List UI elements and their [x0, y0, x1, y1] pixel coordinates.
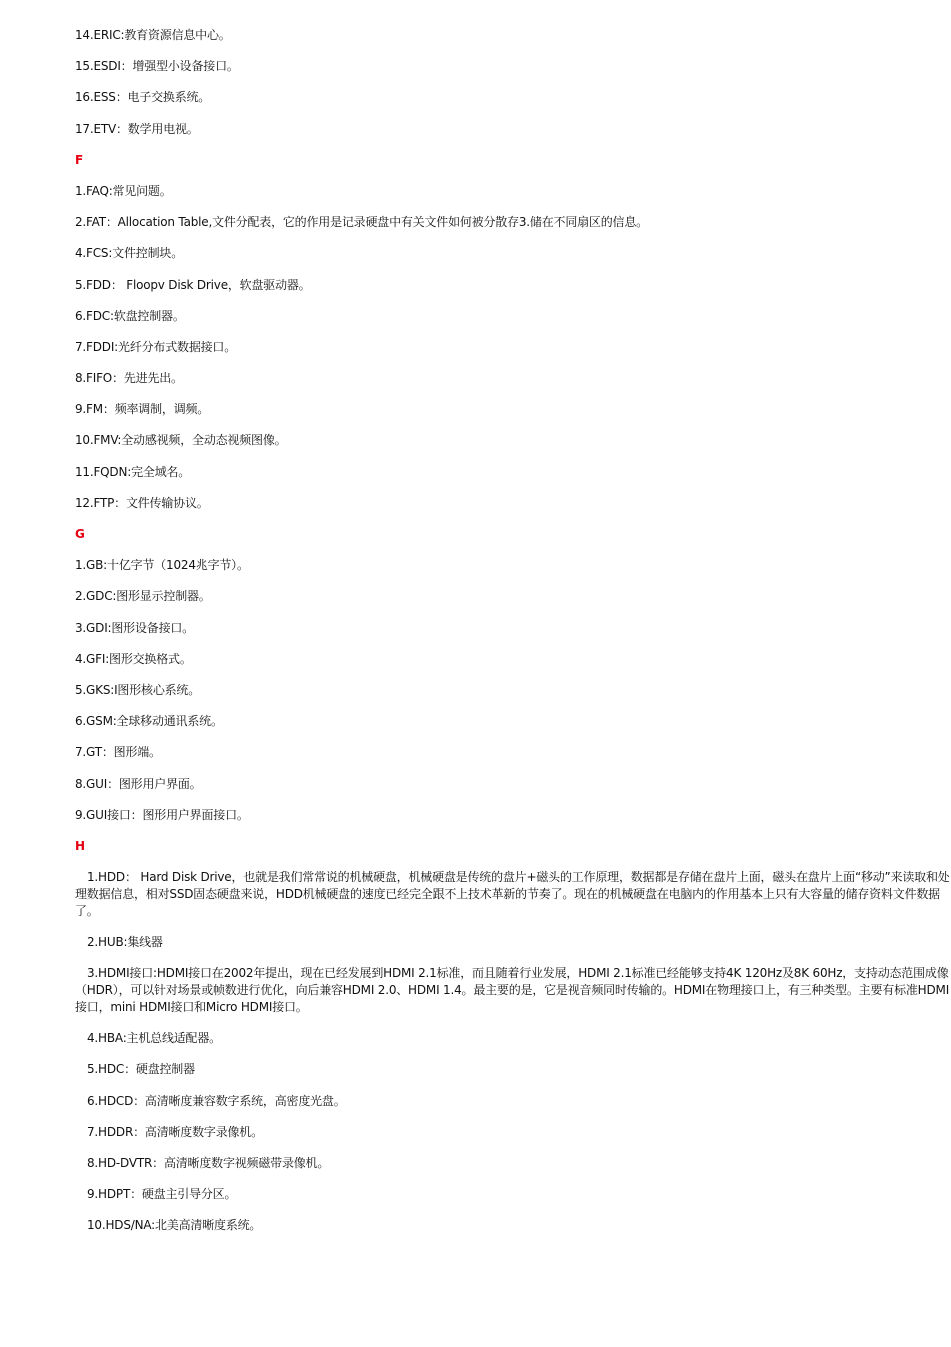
list-item: 6.FDC:软盘控制器。 — [75, 308, 185, 323]
list-item: 9.FM：频率调制，调频。 — [75, 402, 210, 417]
list-item: 8.GUI：图形用户界面。 — [75, 776, 202, 791]
list-item: 9.GUI接口：图形用户界面接口。 — [75, 807, 249, 822]
list-item: 5.GKS:I图形核心系统。 — [75, 682, 201, 697]
list-item: 4.GFI:图形交换格式。 — [75, 651, 192, 666]
section-heading-f: F — [75, 152, 83, 167]
paragraph-hdd: 1.HDD： Hard Disk Drive，也就是我们常常说的机械硬盘，机械硬盘是传统的盘片+磁头的工作原理，数据都是存储在盘片上面，磁头在盘片上面“移动”来读取和处理数据信息，相对SSD固态硬盘来说，HDD机械硬盘的速度已经完全跟不上技术革新的节奏了。现在的机械硬盘在电脑内的作用基本上只有大容量的储存资料文件数据了。 — [75, 870, 950, 919]
list-item: 11.FQDN:完全域名。 — [75, 464, 191, 479]
list-item: 10.HDS/NA:北美高清晰度系统。 — [87, 1218, 262, 1233]
list-item: 1.FAQ:常见问题。 — [75, 183, 172, 198]
document-content — [0, 20, 951, 1242]
list-item: 6.HDCD：高清晰度兼容数字系统，高密度光盘。 — [87, 1093, 346, 1108]
list-item: 10.FMV:全动感视频，全动态视频图像。 — [75, 433, 287, 448]
list-item: 7.FDDI:光纤分布式数据接口。 — [75, 339, 237, 354]
list-item: 8.HD-DVTR：高清晰度数字视频磁带录像机。 — [87, 1156, 330, 1170]
list-item: 8.FIFO：先进先出。 — [75, 371, 183, 386]
section-heading-g: G — [75, 527, 85, 541]
list-item: 14.ERIC:教育资源信息中心。 — [75, 28, 231, 42]
section-heading-h: H — [75, 838, 85, 853]
list-item: 3.GDI:图形设备接口。 — [75, 620, 194, 635]
list-item: 16.ESS：电子交换系统。 — [75, 90, 211, 105]
list-item: 5.HDC：硬盘控制器 — [87, 1062, 195, 1077]
list-item: 7.HDDR：高清晰度数字录像机。 — [87, 1124, 263, 1139]
list-item: 2.FAT：Allocation Table,文件分配表，它的作用是记录硬盘中有关文件如何被分散存3.储在不同扇区的信息。 — [75, 215, 648, 230]
list-item: 4.FCS:文件控制块。 — [75, 246, 183, 261]
list-item: 4.HBA:主机总线适配器。 — [87, 1031, 221, 1046]
list-item: 6.GSM:全球移动通讯系统。 — [75, 714, 223, 729]
list-item: 2.GDC:图形显示控制器。 — [75, 589, 211, 604]
list-item: 9.HDPT：硬盘主引导分区。 — [87, 1187, 237, 1202]
list-item: 5.FDD： Floopv Disk Drive，软盘驱动器。 — [75, 277, 311, 292]
list-item: 7.GT：图形端。 — [75, 745, 161, 760]
list-item: 12.FTP：文件传输协议。 — [75, 495, 209, 510]
list-item: 17.ETV：数学用电视。 — [75, 121, 199, 136]
paragraph-hdmi: 3.HDMI接口:HDMI接口在2002年提出，现在已经发展到HDMI 2.1标准，而且随着行业发展，HDMI 2.1标准已经能够支持4K 120Hz及8K 60Hz，支持动态范围成像（HDR），可以针对场景或帧数进行优化，向后兼容HDMI 2.0、HDMI 1.4。最主要的是，它是视音频同时传输的。HDMI在物理接口上，有三种类型。主要有标准HDMI接口，mini HDMI接口和Micro HDMI接口。 — [75, 966, 950, 1015]
list-item: 2.HUB:集线器 — [87, 935, 163, 950]
list-item: 15.ESDI：增强型小设备接口。 — [75, 59, 239, 74]
list-item: 1.GB:十亿字节（1024兆字节）。 — [75, 558, 249, 573]
